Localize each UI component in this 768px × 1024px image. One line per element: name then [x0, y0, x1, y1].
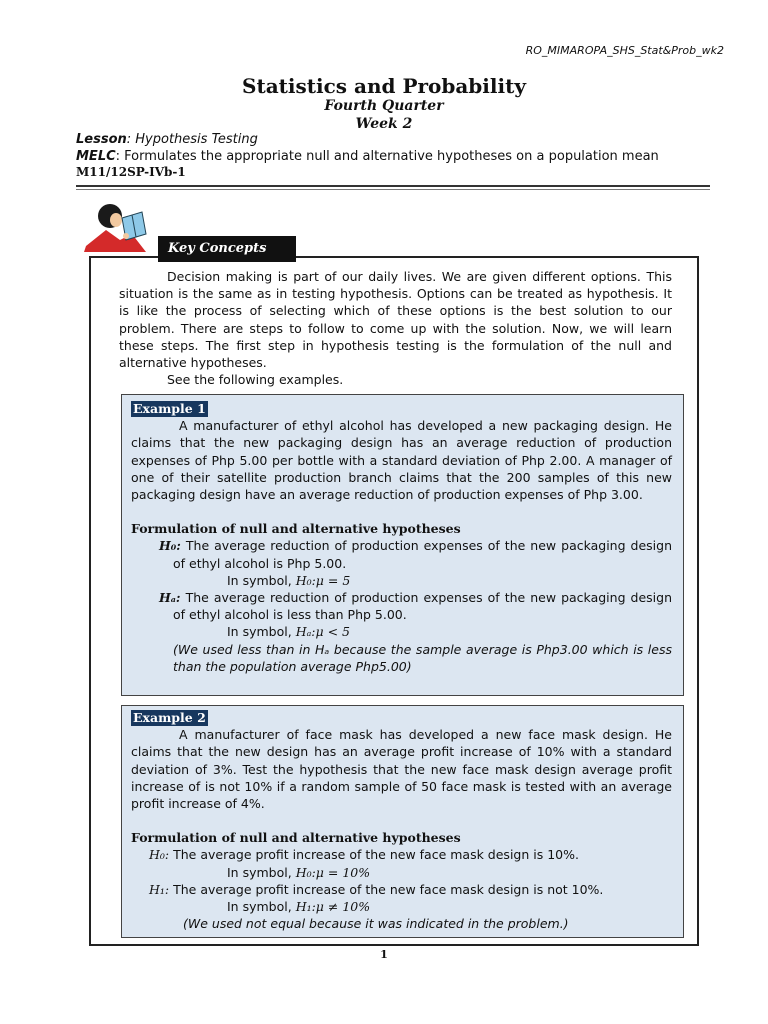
divider: [76, 185, 710, 187]
ha-label: Hₐ:: [159, 590, 181, 606]
example-2-alt-symbol: [131, 898, 672, 915]
example-2-label: Example 2: [133, 710, 206, 725]
example-1-note: (We used less than in Hₐ because the sample average is Php3.00 which is less than the population average Php5.00): [173, 641, 672, 674]
ha-text: The average reduction of production expenses of the new packaging design of ethyl alcohol is less than Php 5.00.: [173, 590, 672, 623]
key-concepts-tab: Key Concepts: [158, 236, 296, 262]
h1-symbol: H₁:μ ≠ 10%: [295, 899, 371, 915]
example-2-formulation-heading: Formulation of null and alternative hypotheses: [131, 830, 461, 846]
intro-paragraph: Decision making is part of our daily lives. We are given different options. This situation is the same as in testing hypothesis. Options can be treated as hypothesis. It is like the process of selecting which of these options is the best solution to our problem. There are steps to follow to come up with the solution. Now, we will learn these steps. The first step in hypothesis testing is the formulation of the null and alternative hypotheses.: [119, 269, 672, 371]
h0-text: The average reduction of production expenses of the new packaging design of ethyl alcohol is Php 5.00.: [173, 538, 672, 571]
example-2-null-hypothesis: [131, 846, 672, 863]
symbol-prefix: In symbol,: [227, 624, 292, 640]
h0-label: H₀:: [149, 847, 170, 863]
symbol-prefix: In symbol,: [227, 899, 292, 915]
reading-student-icon: [76, 196, 158, 254]
melc-line: [76, 149, 659, 164]
h1-label: H₁:: [149, 881, 170, 897]
example-1-label: Example 1: [133, 401, 206, 416]
week-label: Week 2: [355, 116, 413, 132]
example-1-formulation-heading: Formulation of null and alternative hypotheses: [131, 521, 461, 537]
example-1-null-symbol: [131, 572, 672, 589]
melc-value: : Formulates the appropriate null and alternative hypotheses on a population mean: [115, 149, 659, 164]
example-2-alt-hypothesis: [131, 881, 672, 898]
ha-symbol: Hₐ:μ < 5: [295, 624, 350, 640]
page-number: 1: [380, 948, 388, 961]
example-1-null-hypothesis: [131, 537, 672, 571]
document-code: RO_MIMAROPA_SHS_Stat&Prob_wk2: [525, 44, 724, 57]
example-2-null-symbol: [131, 864, 672, 881]
example-1-text: A manufacturer of ethyl alcohol has developed a new packaging design. He claims that the new packaging design has an average reduction of production expenses of Php 5.00 per bottle with a standard deviation of Php 2.00. A manager of one of their satellite production branch claims that the 200 samples of this new packaging design have an average reduction of production expenses of Php 3.00.: [131, 418, 672, 503]
h1-text: The average profit increase of the new face mask design is not 10%.: [173, 881, 604, 897]
intro-see-examples: See the following examples.: [167, 372, 344, 388]
quarter-label: Fourth Quarter: [324, 98, 444, 114]
competency-code: M11/12SP-IVb-1: [76, 165, 186, 179]
divider-thin: [76, 189, 710, 190]
h0-label: H₀:: [159, 538, 181, 554]
h0-symbol: H₀:μ = 10%: [295, 864, 371, 880]
lesson-label: Lesson: [76, 132, 127, 147]
melc-label: MELC: [76, 149, 116, 164]
lesson-line: [76, 132, 258, 147]
example-1-alt-hypothesis: [131, 589, 672, 623]
symbol-prefix: In symbol,: [227, 864, 292, 880]
page-title: Statistics and Probability: [242, 74, 526, 98]
lesson-value: : Hypothesis Testing: [126, 132, 258, 147]
symbol-prefix: In symbol,: [227, 572, 292, 588]
h0-symbol: H₀:μ = 5: [295, 572, 351, 588]
h0-text: The average profit increase of the new face mask design is 10%.: [173, 847, 579, 863]
example-1-content: [131, 400, 672, 675]
example-2-text: A manufacturer of face mask has developed a new face mask design. He claims that the new design has an average profit increase of 10% with a standard deviation of 3%. Test the hypothesis that the new face mask design average profit increase of is not 10% if a random sample of 50 face mask is tested with an average profit increase of 4%.: [131, 727, 672, 812]
example-2-content: [131, 709, 672, 932]
example-1-alt-symbol: [131, 623, 672, 640]
intro-text: [119, 268, 672, 388]
example-2-note: (We used not equal because it was indicated in the problem.): [183, 916, 569, 932]
